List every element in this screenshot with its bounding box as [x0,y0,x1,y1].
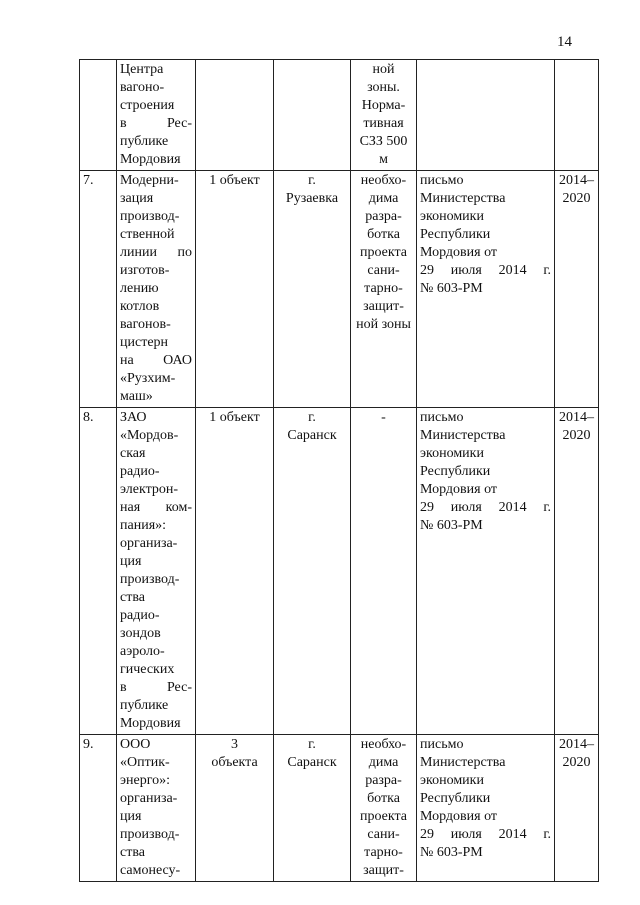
period-cell [555,60,599,171]
cell-line: производ- [120,209,180,224]
sanitary-zone-cell [351,60,417,171]
cell-line: № 603-РМ [420,518,483,533]
row-number [80,171,117,408]
sanitary-zone-cell [351,408,417,735]
cell-line: аэроло- [120,644,165,659]
cell-word: в [120,680,127,695]
location-cell [274,60,351,171]
cell-word: линии [120,245,157,260]
cell-word: 2014 [498,500,527,515]
cell-line: радио- [120,608,160,623]
cell-line: публике [120,134,169,149]
table-row [80,735,599,882]
cell-line: г. [308,737,316,752]
measures-table [79,59,599,882]
justified-line [120,352,192,370]
sanitary-zone-cell [351,735,417,882]
cell-line: разра- [365,209,402,224]
cell-line: Мордовия [120,152,181,167]
cell-line: ства [120,590,145,605]
quantity-cell [196,735,274,882]
cell-line: ной [372,62,395,77]
cell-line: 2020 [562,428,591,443]
cell-word: июля [450,827,482,842]
cell-line: ственной [120,227,175,242]
cell-text: 8. [83,410,94,425]
row-number [80,408,117,735]
cell-line: экономики [420,773,484,788]
cell-line: м [379,152,388,167]
cell-line: дима [368,755,399,770]
cell-line: пания»: [120,518,167,533]
basis-document-cell [417,171,555,408]
cell-line: № 603-РМ [420,281,483,296]
cell-word: ная [120,500,141,515]
cell-line: ботка [367,791,400,806]
location-cell [274,408,351,735]
cell-line: изготов- [120,263,170,278]
justified-line [120,244,192,262]
cell-word: г. [543,827,551,842]
justified-line [120,679,192,697]
cell-line: разра- [365,773,402,788]
cell-word: г. [543,263,551,278]
cell-line: СЗЗ 500 [359,134,408,149]
cell-line: ботка [367,227,400,242]
cell-word: июля [450,263,482,278]
cell-line: зоны. [367,80,400,95]
cell-line: 2014– [559,737,594,752]
justified-line [120,115,192,133]
justified-line [420,262,551,280]
cell-word: ком- [165,500,192,515]
table-row [80,408,599,735]
cell-line: проекта [360,245,407,260]
cell-line: 2014– [559,410,594,425]
cell-line: Рузаевка [285,191,339,206]
cell-line: Министерства [420,755,506,770]
cell-word: в [120,116,127,131]
cell-line: Министерства [420,191,506,206]
justified-line [420,499,551,517]
cell-line: письмо [420,737,464,752]
object-name-cell [117,408,196,735]
cell-line: необхо- [360,173,407,188]
cell-line: производ- [120,827,180,842]
basis-document-cell [417,408,555,735]
cell-line: письмо [420,173,464,188]
cell-line: необхо- [360,737,407,752]
cell-line: самонесу- [120,863,181,878]
cell-line: вагоно- [120,80,165,95]
cell-line: зондов [120,626,161,641]
cell-line: письмо [420,410,464,425]
cell-line: «Оптик- [120,755,170,770]
cell-text: 7. [83,173,94,188]
cell-word: г. [543,500,551,515]
table-body [80,60,599,882]
cell-line: экономики [420,209,484,224]
cell-line: 3 [231,737,238,752]
basis-document-cell [417,60,555,171]
object-name-cell [117,735,196,882]
table-row [80,60,599,171]
row-number [80,735,117,882]
cell-line: организа- [120,791,178,806]
cell-line: ной зоны [356,317,411,332]
cell-line: энерго»: [120,773,170,788]
sanitary-zone-cell [351,171,417,408]
cell-word: Рес- [166,116,192,131]
cell-line: Республики [420,464,491,479]
cell-line: тарно- [364,845,403,860]
quantity-cell [196,60,274,171]
cell-line: Центра [120,62,164,77]
cell-line: котлов [120,299,160,314]
cell-word: на [120,353,134,368]
cell-line: гических [120,662,175,677]
cell-line: вагонов- [120,317,171,332]
cell-line: «Мордов- [120,428,179,443]
period-cell [555,735,599,882]
row-number [80,60,117,171]
object-name-cell [117,60,196,171]
cell-line: радио- [120,464,160,479]
location-cell [274,171,351,408]
cell-line: Модерни- [120,173,179,188]
quantity-cell [196,408,274,735]
cell-line: ства [120,845,145,860]
cell-word: 29 [420,263,434,278]
cell-line: защит- [363,299,404,314]
cell-word: 2014 [498,263,527,278]
cell-line: дима [368,191,399,206]
cell-line: Мордовия от [420,482,498,497]
cell-word: ОАО [163,353,192,368]
cell-line: зация [120,191,154,206]
cell-line: «Рузхим- [120,371,176,386]
cell-word: 29 [420,827,434,842]
cell-line: ция [120,809,142,824]
quantity-cell [196,171,274,408]
justified-line [120,499,192,517]
cell-line: цистерн [120,335,169,350]
cell-word: 2014 [498,827,527,842]
cell-line: объекта [211,755,258,770]
cell-line: 2020 [562,191,591,206]
cell-line: Норма- [361,98,406,113]
cell-line: Министерства [420,428,506,443]
cell-line: производ- [120,572,180,587]
cell-line: проекта [360,809,407,824]
cell-line: 2014– [559,173,594,188]
cell-line: организа- [120,536,178,551]
cell-line: Республики [420,791,491,806]
cell-text: 9. [83,737,94,752]
basis-document-cell [417,735,555,882]
cell-line: лению [120,281,159,296]
cell-line: Мордовия [120,716,181,731]
cell-line: г. [308,410,316,425]
cell-line: ООО [120,737,151,752]
cell-line: тарно- [364,281,403,296]
cell-line: защит- [363,863,404,878]
cell-line: 1 объект [209,173,260,188]
justified-line [420,826,551,844]
cell-line: Республики [420,227,491,242]
cell-word: по [177,245,192,260]
object-name-cell [117,171,196,408]
period-cell [555,171,599,408]
cell-line: Мордовия от [420,809,498,824]
cell-line: ская [120,446,146,461]
cell-line: г. [308,173,316,188]
cell-line: тивная [363,116,404,131]
cell-line: экономики [420,446,484,461]
cell-word: июля [450,500,482,515]
cell-word: Рес- [166,680,192,695]
cell-line: 2020 [562,755,591,770]
cell-line: Саранск [287,755,337,770]
cell-line: строения [120,98,175,113]
period-cell [555,408,599,735]
table-row [80,171,599,408]
cell-line: ция [120,554,142,569]
cell-line: маш» [120,389,153,404]
cell-line: сани- [367,263,400,278]
page-number: 14 [557,34,572,50]
cell-line: ЗАО [120,410,147,425]
cell-line: - [381,410,386,425]
cell-line: публике [120,698,169,713]
cell-line: Саранск [287,428,337,443]
cell-line: 1 объект [209,410,260,425]
cell-line: Мордовия от [420,245,498,260]
cell-word: 29 [420,500,434,515]
location-cell [274,735,351,882]
cell-line: электрон- [120,482,179,497]
cell-line: сани- [367,827,400,842]
cell-line: № 603-РМ [420,845,483,860]
